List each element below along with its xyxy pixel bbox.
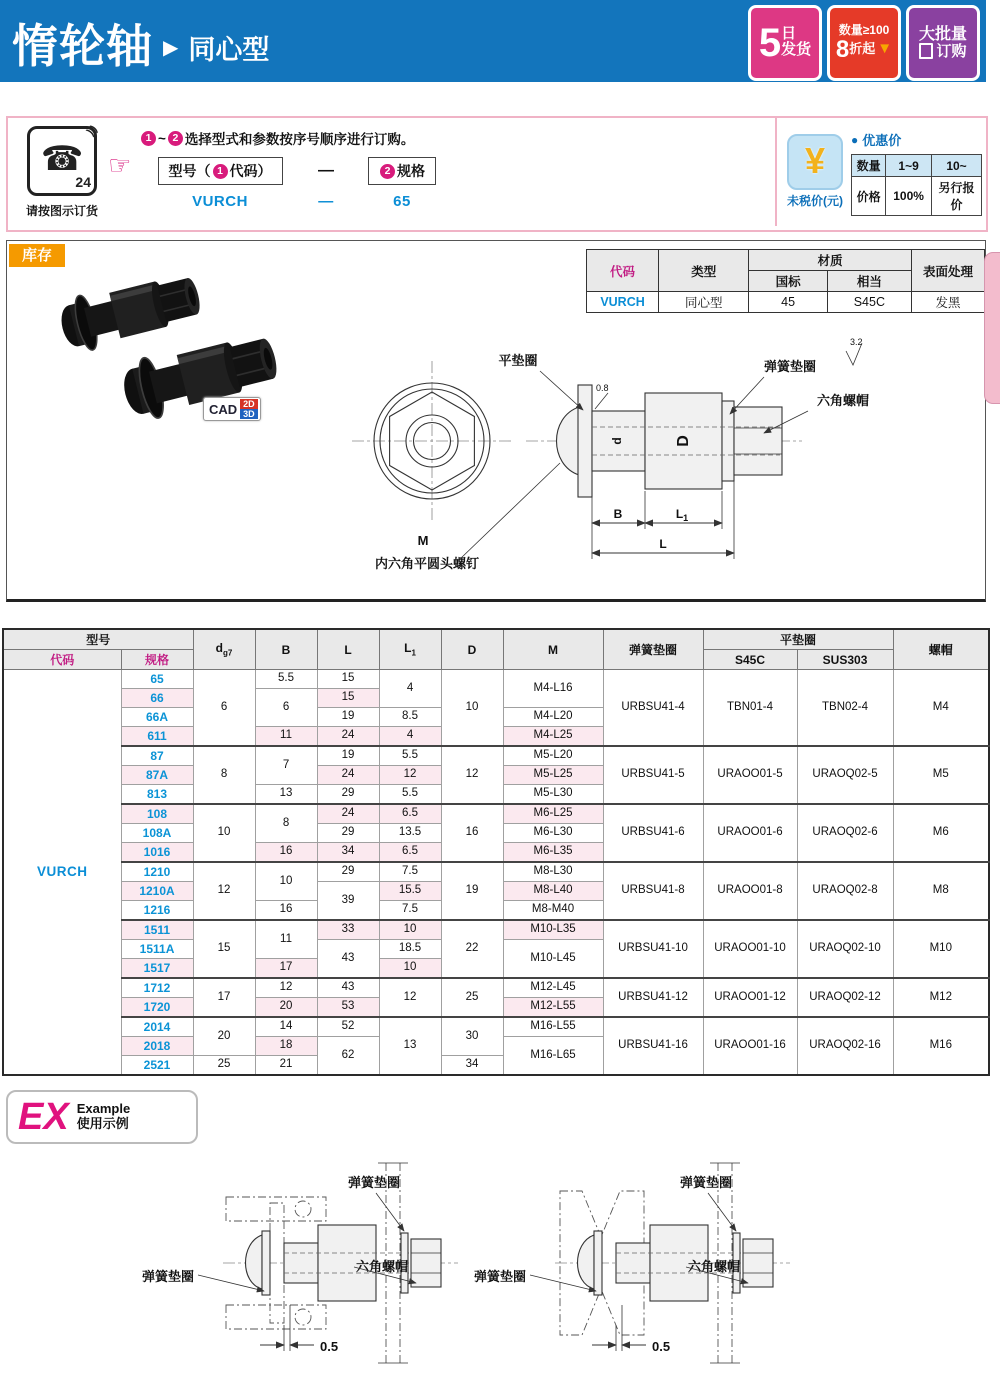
- bullet-icon: ●: [851, 132, 859, 147]
- spec-row: [3, 1017, 989, 1037]
- value-cell: 17: [255, 959, 317, 979]
- page-subtitle: 同心型: [188, 34, 270, 65]
- discount-arrow-icon: ▼: [877, 40, 893, 58]
- spec-number-cell: 1016: [121, 843, 193, 863]
- value-cell: URBSU41-10: [603, 920, 703, 978]
- value-cell: 21: [255, 1056, 317, 1076]
- value-cell: TBN01-4: [703, 670, 797, 747]
- value-cell: 19: [317, 746, 379, 766]
- col-spring-washer: 弹簧垫圈: [603, 629, 703, 670]
- value-cell: 24: [317, 727, 379, 747]
- spec-number-cell: 1712: [121, 978, 193, 998]
- spec-number-cell: 1216: [121, 901, 193, 921]
- value-cell: M8-L40: [503, 882, 603, 901]
- value-cell: URAOQ02-16: [797, 1017, 893, 1075]
- value-cell: 10: [379, 920, 441, 940]
- spec-row: [3, 978, 989, 998]
- order-instruction: 1 ~ 2 选择型式和参数按序号顺序进行订购。: [140, 128, 452, 148]
- stock-badge: 库存: [9, 244, 65, 267]
- document-icon: [919, 43, 933, 59]
- value-cell: M5-L30: [503, 785, 603, 805]
- value-cell: 6.5: [379, 804, 441, 824]
- value-cell: 12: [379, 978, 441, 1017]
- value-cell: M16-L65: [503, 1037, 603, 1076]
- value-cell: 8.5: [379, 708, 441, 727]
- pointing-finger-icon: ☞: [108, 150, 132, 180]
- value-cell: 13: [255, 785, 317, 805]
- page-side-tab: [984, 252, 1000, 404]
- spring-washer-label: 弹簧垫圈: [348, 1175, 401, 1190]
- svg-text:L: L: [659, 537, 667, 551]
- value-cell: 10: [255, 862, 317, 901]
- spec-row: [3, 670, 989, 689]
- col-model: 型号: [3, 629, 193, 650]
- value-cell: 11: [255, 727, 317, 747]
- svg-text:3.2: 3.2: [850, 337, 863, 347]
- value-cell: M12-L45: [503, 978, 603, 998]
- title-arrow-icon: ▶: [163, 36, 179, 59]
- value-cell: URAOO01-10: [703, 920, 797, 978]
- value-cell: M8: [893, 862, 989, 920]
- col-sus303: SUS303: [797, 650, 893, 670]
- col-l1: $L_1$: [379, 629, 441, 670]
- value-cell: 8: [193, 746, 255, 804]
- value-cell: 13: [379, 1017, 441, 1075]
- gap-dimension: 0.5: [652, 1339, 671, 1354]
- value-cell: 34: [317, 843, 379, 863]
- model-code-box: 型号（ 1 代码）: [158, 157, 283, 185]
- spec-number-cell: 2521: [121, 1056, 193, 1076]
- spec-number-cell: 611: [121, 727, 193, 747]
- value-cell: M10-L35: [503, 920, 603, 940]
- spec-table: [2, 628, 990, 1076]
- badge-5day-shipping: 5 日 发货: [748, 5, 822, 81]
- spec-number-cell: 1210A: [121, 882, 193, 901]
- value-cell: URAOO01-16: [703, 1017, 797, 1075]
- value-cell: M5-L20: [503, 746, 603, 766]
- phone-icon: ☎: [40, 140, 84, 178]
- col-l: L: [317, 629, 379, 670]
- col-D: D: [441, 629, 503, 670]
- value-cell: 4: [379, 727, 441, 747]
- order-dash: —: [318, 162, 334, 179]
- value-cell: URBSU41-12: [603, 978, 703, 1017]
- value-cell: 12: [193, 862, 255, 920]
- value-cell: 16: [441, 804, 503, 862]
- value-cell: 25: [193, 1056, 255, 1076]
- value-cell: 17: [193, 978, 255, 1017]
- value-cell: 6: [193, 670, 255, 747]
- svg-text:平垫圈: 平垫圈: [498, 353, 538, 368]
- example-dash: —: [318, 193, 334, 210]
- value-cell: 5.5: [379, 746, 441, 766]
- yen-icon: ¥: [787, 134, 843, 190]
- spec-number-cell: 108A: [121, 824, 193, 843]
- page-title: 惰轮轴: [12, 20, 153, 72]
- spec-number-cell: 813: [121, 785, 193, 805]
- code-cell: VURCH: [3, 670, 121, 1076]
- spec-number-cell: 65: [121, 670, 193, 689]
- spec-number-cell: 2014: [121, 1017, 193, 1037]
- value-cell: 5.5: [379, 785, 441, 805]
- value-cell: URAOO01-6: [703, 804, 797, 862]
- value-cell: 19: [317, 708, 379, 727]
- svg-text:六角螺帽: 六角螺帽: [816, 393, 870, 408]
- value-cell: 24: [317, 804, 379, 824]
- spec-number-cell: 87: [121, 746, 193, 766]
- usage-example-1: [128, 1145, 463, 1380]
- col-b: B: [255, 629, 317, 670]
- technical-drawing: [290, 323, 985, 593]
- value-cell: 34: [441, 1056, 503, 1076]
- value-cell: M8-M40: [503, 901, 603, 921]
- value-cell: URAOQ02-10: [797, 920, 893, 978]
- spring-washer-label: 弹簧垫圈: [474, 1269, 527, 1284]
- value-cell: M4: [893, 670, 989, 747]
- value-cell: M6-L25: [503, 804, 603, 824]
- material-table: 代码 类型 材质 表面处理 国标 相当 VURCH 同心型 45 S45C 发黑: [586, 249, 985, 313]
- badge-bulk-order: 大批量 订购: [906, 5, 980, 81]
- svg-text:D: D: [675, 435, 692, 447]
- col-s45c: S45C: [703, 650, 797, 670]
- example-model-code: VURCH: [192, 193, 248, 210]
- col-code: 代码: [3, 650, 121, 670]
- value-cell: 4: [379, 670, 441, 708]
- value-cell: M5: [893, 746, 989, 804]
- value-cell: M10: [893, 920, 989, 978]
- value-cell: 14: [255, 1017, 317, 1037]
- value-cell: 12: [379, 766, 441, 785]
- value-cell: 43: [317, 978, 379, 998]
- spec-number-cell: 1511A: [121, 940, 193, 959]
- discount-price-heading: ● 优惠价: [851, 132, 902, 148]
- value-cell: 11: [255, 920, 317, 959]
- spec-number-cell: 66A: [121, 708, 193, 727]
- cad-logo: CAD 2D 3D: [203, 397, 261, 421]
- col-spec: 规格: [121, 650, 193, 670]
- value-cell: 43: [317, 940, 379, 979]
- spec-row: [3, 920, 989, 940]
- value-cell: 18.5: [379, 940, 441, 959]
- value-cell: 15: [193, 920, 255, 978]
- hex-nut-label: 六角螺帽: [688, 1259, 741, 1274]
- svg-text:M: M: [417, 533, 429, 548]
- svg-text:B: B: [613, 507, 623, 521]
- example-badge: EX Example 使用示例: [6, 1090, 198, 1144]
- col-d: $d_{g7}$: [193, 629, 255, 670]
- svg-text:弹簧垫圈: 弹簧垫圈: [763, 359, 817, 374]
- value-cell: 18: [255, 1037, 317, 1056]
- value-cell: 10: [441, 670, 503, 747]
- value-cell: URBSU41-8: [603, 862, 703, 920]
- value-cell: M6-L35: [503, 843, 603, 863]
- svg-text:0.8: 0.8: [596, 383, 609, 393]
- value-cell: URAOO01-8: [703, 862, 797, 920]
- spec-number-cell: 1210: [121, 862, 193, 882]
- spec-number-cell: 87A: [121, 766, 193, 785]
- price-panel: [775, 118, 982, 226]
- spec-row: [3, 746, 989, 766]
- spec-row: [3, 862, 989, 882]
- spec-number-cell: 66: [121, 689, 193, 708]
- value-cell: 29: [317, 785, 379, 805]
- value-cell: M4-L16: [503, 670, 603, 708]
- value-cell: URBSU41-4: [603, 670, 703, 747]
- value-cell: URAOQ02-5: [797, 746, 893, 804]
- value-cell: M16-L55: [503, 1017, 603, 1037]
- material-code: VURCH: [587, 292, 659, 313]
- drawing-panel: [6, 240, 986, 602]
- ordering-panel: [6, 116, 988, 232]
- value-cell: 16: [255, 843, 317, 863]
- value-cell: URBSU41-6: [603, 804, 703, 862]
- spec-number-cell: 2018: [121, 1037, 193, 1056]
- value-cell: M6: [893, 804, 989, 862]
- spec-number-cell: 1517: [121, 959, 193, 979]
- usage-example-drawing: [460, 1145, 795, 1380]
- price-header: 价格: [852, 177, 886, 216]
- value-cell: URBSU41-5: [603, 746, 703, 804]
- badge-quantity-discount: 数量≥100 8 折起 ▼: [827, 5, 901, 81]
- svg-text:d: d: [610, 437, 624, 445]
- value-cell: URAOQ02-8: [797, 862, 893, 920]
- value-cell: 29: [317, 824, 379, 843]
- value-cell: 15: [317, 689, 379, 708]
- hex-nut-label: 六角螺帽: [356, 1259, 409, 1274]
- usage-example-drawing: [128, 1145, 463, 1380]
- value-cell: 33: [317, 920, 379, 940]
- value-cell: 12: [441, 746, 503, 804]
- value-cell: 7.5: [379, 901, 441, 921]
- value-cell: 13.5: [379, 824, 441, 843]
- value-cell: M6-L30: [503, 824, 603, 843]
- col-nut: 螺帽: [893, 629, 989, 670]
- value-cell: 6.5: [379, 843, 441, 863]
- qty-header: 数量: [852, 155, 886, 177]
- value-cell: 22: [441, 920, 503, 978]
- value-cell: 52: [317, 1017, 379, 1037]
- value-cell: 10: [379, 959, 441, 979]
- phone-24h-icon: ☎ 24 ))): [27, 126, 97, 196]
- value-cell: 29: [317, 862, 379, 882]
- col-flat-washer: 平垫圈: [703, 629, 893, 650]
- value-cell: URAOQ02-6: [797, 804, 893, 862]
- value-cell: M4-L20: [503, 708, 603, 727]
- value-cell: 20: [255, 998, 317, 1018]
- value-cell: 15: [317, 670, 379, 689]
- value-cell: M12: [893, 978, 989, 1017]
- value-cell: M4-L25: [503, 727, 603, 747]
- value-cell: 53: [317, 998, 379, 1018]
- spring-washer-label: 弹簧垫圈: [142, 1269, 195, 1284]
- value-cell: TBN02-4: [797, 670, 893, 747]
- value-cell: URAOQ02-12: [797, 978, 893, 1017]
- value-cell: 12: [255, 978, 317, 998]
- spec-box: 2 规格: [368, 157, 436, 185]
- value-cell: 15.5: [379, 882, 441, 901]
- value-cell: 8: [255, 804, 317, 843]
- value-cell: 39: [317, 882, 379, 921]
- value-cell: 62: [317, 1037, 379, 1076]
- value-cell: 10: [193, 804, 255, 862]
- value-cell: M5-L25: [503, 766, 603, 785]
- value-cell: 16: [255, 901, 317, 921]
- value-cell: M8-L30: [503, 862, 603, 882]
- value-cell: 24: [317, 766, 379, 785]
- value-cell: URBSU41-16: [603, 1017, 703, 1075]
- value-cell: 19: [441, 862, 503, 920]
- value-cell: 20: [193, 1017, 255, 1056]
- order-caption: 请按图示订货: [25, 204, 98, 218]
- spec-number-cell: 108: [121, 804, 193, 824]
- value-cell: 25: [441, 978, 503, 1017]
- usage-example-2: [460, 1145, 795, 1380]
- signal-waves-icon: ))): [84, 124, 100, 138]
- price-table: 数量 1~9 10~ 价格 100% 另行报价: [851, 154, 982, 216]
- spring-washer-label: 弹簧垫圈: [680, 1175, 733, 1190]
- value-cell: M10-L45: [503, 940, 603, 979]
- spec-row: [3, 804, 989, 824]
- gap-dimension: 0.5: [320, 1339, 339, 1354]
- value-cell: M12-L55: [503, 998, 603, 1018]
- header-bar: [0, 0, 986, 82]
- value-cell: URAOO01-12: [703, 978, 797, 1017]
- value-cell: M16: [893, 1017, 989, 1075]
- value-cell: URAOO01-5: [703, 746, 797, 804]
- spec-number-cell: 1720: [121, 998, 193, 1018]
- spec-number-cell: 1511: [121, 920, 193, 940]
- svg-text:内六角平圆头螺钉: 内六角平圆头螺钉: [374, 556, 480, 571]
- example-spec: 65: [393, 193, 411, 210]
- col-m: M: [503, 629, 603, 670]
- promo-badges: [748, 5, 980, 81]
- tax-note: 未税价(元): [787, 194, 843, 208]
- value-cell: 6: [255, 689, 317, 727]
- value-cell: 7: [255, 746, 317, 785]
- value-cell: 30: [441, 1017, 503, 1056]
- value-cell: 5.5: [255, 670, 317, 689]
- svg-text:L1: $L_1$: [675, 507, 689, 523]
- value-cell: 7.5: [379, 862, 441, 882]
